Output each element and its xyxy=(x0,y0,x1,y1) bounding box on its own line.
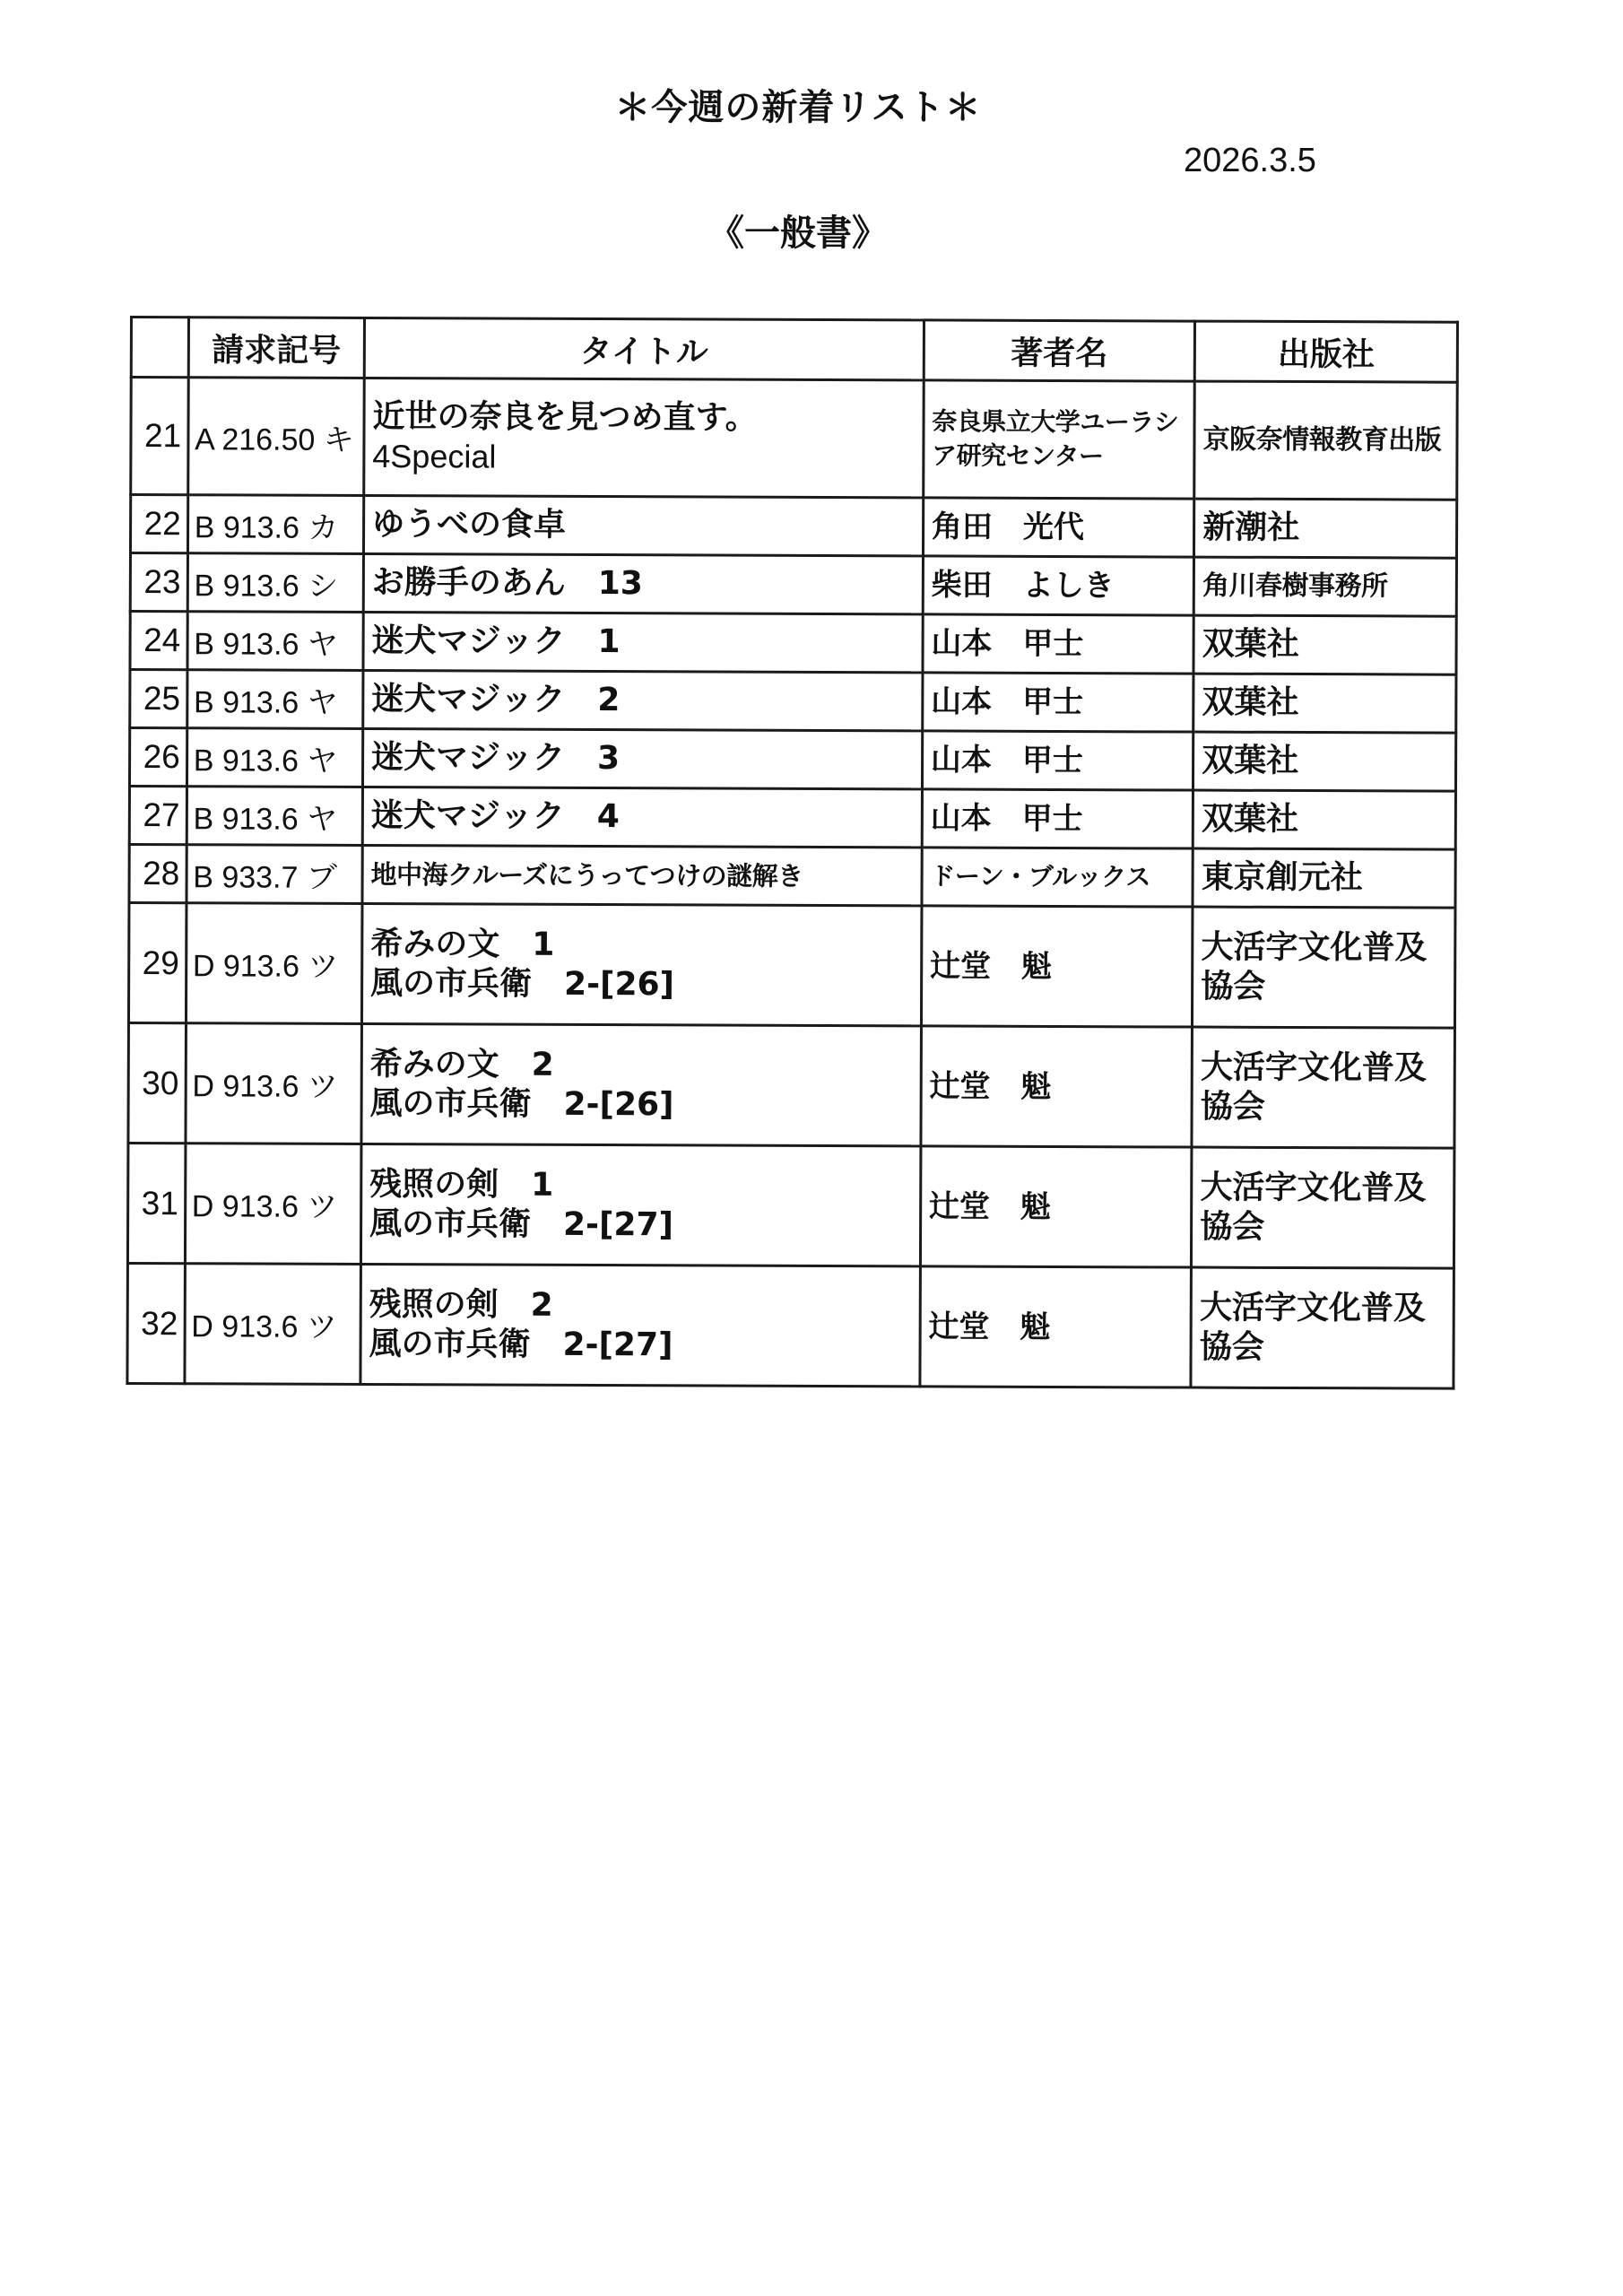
row-number: 31 xyxy=(127,1143,185,1263)
publisher: 角川春樹事務所 xyxy=(1193,557,1456,616)
author: 山本 甲士 xyxy=(922,731,1193,790)
table-row xyxy=(129,845,1455,909)
publisher: 東京創元社 xyxy=(1193,848,1455,908)
row-number: 32 xyxy=(127,1263,185,1383)
list-date: 2026.3.5 xyxy=(1184,142,1316,179)
author: ドーン・ブルックス xyxy=(922,848,1193,907)
row-number: 26 xyxy=(129,728,187,787)
book-title xyxy=(361,903,921,1025)
call-number: B 913.6 ヤ xyxy=(187,670,363,729)
book-subtitle: 風の市兵衛 2-[26] xyxy=(369,1084,674,1123)
header-author: 著者名 xyxy=(924,320,1195,381)
table-row xyxy=(130,495,1456,559)
table-row xyxy=(128,903,1455,1029)
call-number: B 913.6 ヤ xyxy=(187,612,364,671)
row-number: 29 xyxy=(128,903,186,1023)
publisher: 双葉社 xyxy=(1193,674,1456,733)
book-title xyxy=(361,1023,921,1145)
book-title xyxy=(364,378,924,498)
call-number: B 933.7 ブ xyxy=(187,845,363,904)
author: 角田 光代 xyxy=(923,498,1194,557)
book-title xyxy=(360,1144,920,1265)
book-title-main: 希みの文 1 xyxy=(370,925,555,963)
book-title: ゆうべの食卓 xyxy=(363,496,923,556)
table-row xyxy=(130,670,1456,734)
row-number: 24 xyxy=(130,612,187,670)
call-number: D 913.6 ツ xyxy=(186,1023,362,1144)
new-books-table xyxy=(126,316,1459,1390)
table-row xyxy=(130,553,1456,617)
row-number: 30 xyxy=(128,1023,186,1144)
author: 辻堂 魁 xyxy=(921,1026,1193,1147)
author: 奈良県立大学ユーラシア研究センター xyxy=(923,380,1194,499)
row-number: 28 xyxy=(129,845,187,903)
publisher: 双葉社 xyxy=(1193,615,1456,674)
call-number: B 913.6 カ xyxy=(187,495,364,554)
book-title xyxy=(360,1264,920,1386)
table-row xyxy=(131,378,1457,500)
book-title: 迷犬マジック 1 xyxy=(363,613,923,673)
publisher: 双葉社 xyxy=(1193,790,1455,849)
row-number: 23 xyxy=(130,553,187,612)
row-number: 21 xyxy=(131,378,188,495)
publisher: 京阪奈情報教育出版 xyxy=(1194,381,1457,500)
book-subtitle: 4Special xyxy=(372,438,497,475)
header-call-number: 請求記号 xyxy=(188,317,365,378)
row-number: 22 xyxy=(130,495,187,553)
header-title: タイトル xyxy=(364,318,924,380)
author: 山本 甲士 xyxy=(922,673,1193,732)
author: 山本 甲士 xyxy=(923,614,1194,674)
table-row xyxy=(130,612,1456,675)
book-title: お勝手のあん 13 xyxy=(363,554,923,614)
book-title-main: 残照の剣 2 xyxy=(369,1285,553,1324)
row-number: 27 xyxy=(129,787,187,845)
call-number: D 913.6 ツ xyxy=(186,903,362,1024)
call-number: B 913.6 ヤ xyxy=(187,728,363,787)
publisher: 双葉社 xyxy=(1193,732,1456,791)
table-row xyxy=(128,1023,1455,1149)
header-publisher: 出版社 xyxy=(1194,321,1457,382)
book-title: 迷犬マジック 3 xyxy=(362,729,922,789)
book-title: 地中海クルーズにうってつけの謎解き xyxy=(362,845,922,905)
table-row xyxy=(127,1263,1454,1388)
call-number: B 913.6 シ xyxy=(187,553,364,613)
publisher: 大活字文化普及協会 xyxy=(1191,1267,1454,1388)
author: 辻堂 魁 xyxy=(921,906,1193,1027)
book-title-main: 近世の奈良を見つめ直す。 xyxy=(372,398,758,437)
author: 辻堂 魁 xyxy=(920,1266,1192,1387)
section-heading: 《一般書》 xyxy=(708,213,888,254)
call-number: B 913.6 ヤ xyxy=(187,787,363,846)
header-no xyxy=(131,317,188,378)
publisher: 大活字文化普及協会 xyxy=(1192,1147,1454,1268)
table-row xyxy=(129,787,1455,850)
book-title: 迷犬マジック 2 xyxy=(363,671,923,731)
table-row xyxy=(127,1143,1454,1268)
publisher: 大活字文化普及協会 xyxy=(1192,1027,1454,1148)
book-title-main: 残照の剣 1 xyxy=(369,1165,554,1204)
call-number: A 216.50 キ xyxy=(187,378,364,496)
table-header-row xyxy=(131,317,1457,383)
author: 柴田 よしき xyxy=(923,556,1194,615)
call-number: D 913.6 ツ xyxy=(185,1144,361,1265)
publisher: 新潮社 xyxy=(1194,499,1457,558)
book-subtitle: 風の市兵衛 2-[26] xyxy=(369,964,675,1003)
call-number: D 913.6 ツ xyxy=(185,1264,361,1385)
book-title-main: 希みの文 2 xyxy=(369,1045,554,1083)
author: 辻堂 魁 xyxy=(920,1146,1192,1267)
publisher: 大活字文化普及協会 xyxy=(1193,907,1455,1028)
book-subtitle: 風の市兵衛 2-[27] xyxy=(369,1325,673,1363)
book-title: 迷犬マジック 4 xyxy=(362,787,922,847)
page-title: ＊今週の新着リスト＊ xyxy=(614,87,982,128)
author: 山本 甲士 xyxy=(922,789,1193,848)
table-row xyxy=(129,728,1455,792)
book-subtitle: 風の市兵衛 2-[27] xyxy=(369,1205,674,1243)
row-number: 25 xyxy=(130,670,187,728)
